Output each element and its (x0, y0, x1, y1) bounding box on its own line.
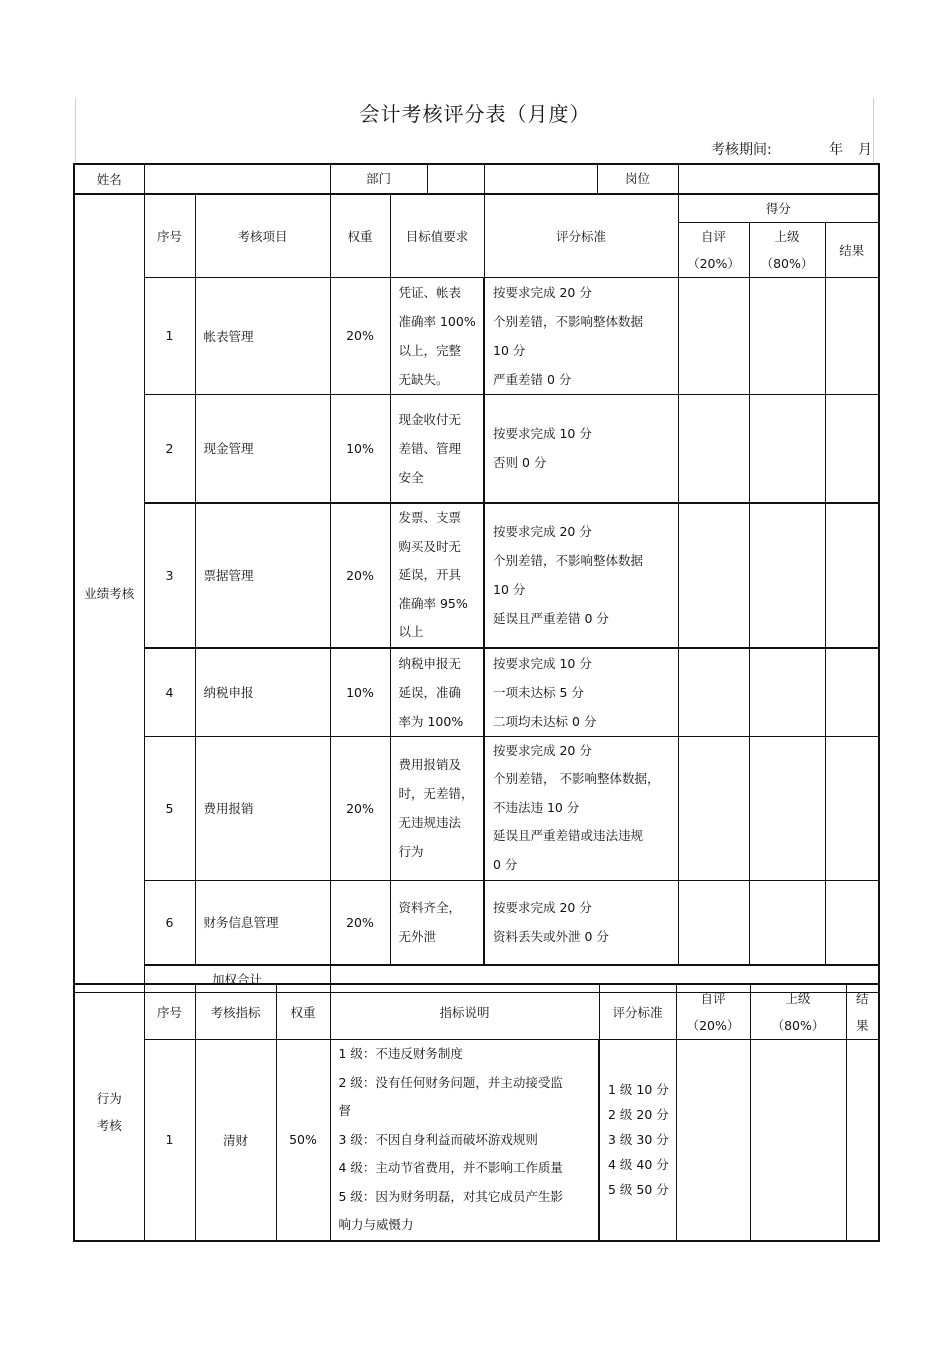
desc-line: 2 级：没有任何财务问题，并主动接受监 (338, 1074, 563, 1090)
criteria-line: 延误且严重差错 0 分 (493, 611, 609, 627)
post-label: 岗位 (624, 171, 650, 186)
target-line: 准确率 100% (398, 313, 476, 329)
perf-row (74, 394, 879, 503)
target-line: 差错、管理 (398, 440, 462, 456)
criteria-line: 0 分 (493, 856, 518, 872)
col-weight: 权重 (330, 194, 390, 277)
perf-self-score[interactable] (678, 648, 749, 737)
perf-row (74, 880, 879, 965)
behavior-sup-score[interactable] (750, 1040, 846, 1241)
criteria-line: 按要求完成 20 分 (493, 742, 592, 758)
perf-row (74, 736, 879, 880)
criteria-line: 按要求完成 10 分 (493, 655, 592, 671)
col-item: 考核项目 (195, 194, 330, 277)
col-criteria: 评分标准 (484, 194, 678, 277)
perf-section-label: 业绩考核 (74, 194, 144, 992)
perf-self-score[interactable] (678, 736, 749, 880)
behavior-seq: 1 (144, 1040, 195, 1241)
behavior-desc (330, 1040, 599, 1241)
behavior-table (73, 983, 880, 1242)
col-sup (749, 222, 825, 277)
col-indicator: 考核指标 (195, 984, 276, 1040)
criteria-line: 按要求完成 10 分 (493, 426, 592, 442)
col-self-pct: （20%） (686, 1018, 740, 1033)
behavior-section-line: 考核 (96, 1118, 122, 1134)
behavior-self-score[interactable] (676, 1040, 750, 1241)
behavior-levels (599, 1040, 676, 1241)
col-self-label: 自评 (700, 991, 726, 1006)
period-year: 年 (829, 142, 843, 158)
perf-target (390, 503, 484, 648)
perf-criteria (484, 736, 678, 880)
col-self-pct: （20%） (687, 255, 740, 271)
perf-result[interactable] (825, 394, 879, 503)
perf-target (390, 394, 484, 503)
perf-item: 费用报销 (195, 736, 330, 880)
post-value[interactable] (678, 164, 879, 194)
perf-sup-score[interactable] (749, 880, 825, 965)
perf-item: 帐表管理 (195, 277, 330, 394)
perf-target (390, 880, 484, 965)
perf-item: 纳税申报 (195, 648, 330, 737)
perf-result[interactable] (825, 648, 879, 737)
perf-target (390, 277, 484, 394)
perf-weight: 10% (330, 394, 390, 503)
col-sup-label: 上级 (774, 228, 800, 244)
col-result-char: 结 (855, 991, 869, 1006)
perf-target (390, 736, 484, 880)
desc-line: 5 级：因为财务明磊，对其它成员产生影 (338, 1188, 563, 1204)
criteria-line: 个别差错，不影响整体数据 (493, 553, 644, 569)
col-self (678, 222, 749, 277)
perf-sup-score[interactable] (749, 648, 825, 737)
behavior-indicator: 清财 (195, 1040, 276, 1241)
desc-line: 1 级：不违反财务制度 (338, 1046, 463, 1061)
behavior-section-label (74, 984, 144, 1241)
col-sup-pct: （80%） (760, 255, 814, 271)
behavior-result[interactable] (846, 1040, 879, 1241)
criteria-line: 否则 0 分 (493, 455, 547, 471)
behavior-weight: 50% (276, 1040, 330, 1241)
target-line: 延误，开具 (398, 567, 462, 582)
col-criteria: 评分标准 (599, 984, 676, 1040)
target-line: 安全 (398, 469, 424, 485)
perf-weight: 20% (330, 277, 390, 394)
perf-item: 现金管理 (195, 394, 330, 503)
target-line: 无缺失。 (398, 371, 449, 387)
total-label: 加权合计 (144, 965, 330, 992)
perf-header-row-1 (74, 194, 879, 222)
target-line: 凭证、帐表 (398, 284, 462, 300)
col-score: 得分 (678, 194, 879, 222)
criteria-line: 延误且严重差错或违法违规 (493, 828, 644, 844)
perf-weight: 20% (330, 736, 390, 880)
criteria-line: 资料丢失或外泄 0 分 (493, 929, 609, 945)
name-label: 姓名 (74, 164, 144, 194)
perf-weight: 20% (330, 880, 390, 965)
target-line: 现金收付无 (398, 411, 462, 427)
perf-sup-score[interactable] (749, 503, 825, 648)
desc-line: 响力与威慑力 (338, 1217, 414, 1232)
col-sup-label: 上级 (785, 991, 811, 1006)
perf-seq: 5 (144, 736, 195, 880)
target-line: 费用报销及 (398, 757, 462, 772)
perf-item: 财务信息管理 (195, 880, 330, 965)
target-line: 资料齐全， (398, 900, 462, 916)
perf-row (74, 503, 879, 648)
perf-seq: 1 (144, 277, 195, 394)
target-line: 纳税申报无 (398, 655, 462, 671)
col-desc: 指标说明 (330, 984, 599, 1040)
col-seq: 序号 (144, 984, 195, 1040)
criteria-line: 不违法违 10 分 (493, 799, 580, 815)
col-sup (750, 984, 846, 1040)
perf-sup-score[interactable] (749, 277, 825, 394)
target-line: 以上 (398, 624, 424, 639)
col-result: 结果 (825, 222, 879, 277)
level-line: 2 级 20 分 (608, 1107, 669, 1123)
desc-line: 督 (338, 1103, 352, 1118)
target-line: 率为 100% (398, 713, 464, 729)
col-seq: 序号 (144, 194, 195, 277)
dept-label: 部门 (331, 165, 428, 193)
level-line: 4 级 40 分 (608, 1157, 669, 1173)
target-line: 以上，完整 (398, 342, 462, 358)
perf-sup-score[interactable] (749, 394, 825, 503)
perf-item: 票据管理 (195, 503, 330, 648)
target-line: 无违规违法 (398, 815, 462, 830)
col-weight: 权重 (276, 984, 330, 1040)
perf-sup-score[interactable] (749, 736, 825, 880)
perf-result[interactable] (825, 503, 879, 648)
perf-row (74, 648, 879, 737)
desc-line: 4 级：主动节省费用，并不影响工作质量 (338, 1160, 563, 1175)
target-line: 延误，准确 (398, 684, 462, 700)
criteria-line: 个别差错， 不影响整体数据， (493, 771, 660, 787)
target-line: 准确率 95% (398, 595, 468, 611)
level-line: 5 级 50 分 (608, 1182, 669, 1198)
perf-criteria (484, 503, 678, 648)
col-self (676, 984, 750, 1040)
level-line: 1 级 10 分 (608, 1082, 669, 1098)
evaluation-table (73, 163, 880, 993)
perf-seq: 6 (144, 880, 195, 965)
perf-weight: 20% (330, 503, 390, 648)
dept-value[interactable] (428, 165, 484, 193)
perf-criteria (484, 394, 678, 503)
criteria-line: 一项未达标 5 分 (493, 684, 584, 700)
perf-result[interactable] (825, 736, 879, 880)
level-line: 3 级 30 分 (608, 1132, 669, 1148)
perf-row (74, 277, 879, 394)
perf-weight: 10% (330, 648, 390, 737)
behavior-header-row (74, 984, 879, 1040)
info-row (74, 164, 879, 194)
perf-result[interactable] (825, 277, 879, 394)
criteria-line: 严重差错 0 分 (493, 371, 572, 387)
behavior-row (74, 1040, 879, 1241)
criteria-line: 10 分 (493, 342, 526, 358)
col-sup-pct: （80%） (771, 1018, 825, 1033)
target-line: 购买及时无 (398, 538, 462, 554)
perf-self-score[interactable] (678, 277, 749, 394)
criteria-line: 按要求完成 20 分 (493, 284, 592, 300)
name-value[interactable] (144, 164, 330, 194)
dept-cell (330, 164, 484, 194)
post-cell (484, 164, 678, 194)
dept-value-tail[interactable] (485, 165, 598, 193)
behavior-section-line: 行为 (96, 1091, 122, 1107)
perf-criteria (484, 277, 678, 394)
target-line: 时，无差错， (398, 786, 474, 801)
perf-seq: 2 (144, 394, 195, 503)
perf-result[interactable] (825, 880, 879, 965)
perf-self-score[interactable] (678, 880, 749, 965)
period-month: 月 (858, 142, 872, 158)
target-line: 发票、支票 (398, 510, 462, 525)
perf-target (390, 648, 484, 737)
page-title: 会计考核评分表（月度） (359, 102, 591, 126)
col-result (846, 984, 879, 1040)
col-result-char: 果 (855, 1018, 869, 1033)
col-target: 目标值要求 (390, 194, 484, 277)
target-line: 行为 (398, 844, 424, 859)
col-self-label: 自评 (700, 228, 726, 244)
period-label: 考核期间: (711, 142, 772, 158)
perf-self-score[interactable] (678, 503, 749, 648)
perf-self-score[interactable] (678, 394, 749, 503)
criteria-line: 按要求完成 20 分 (493, 900, 592, 916)
perf-criteria (484, 648, 678, 737)
perf-seq: 4 (144, 648, 195, 737)
criteria-line: 10 分 (493, 582, 526, 598)
criteria-line: 二项均未达标 0 分 (493, 713, 597, 729)
desc-line: 3 级：不因自身利益而破坏游戏规则 (338, 1131, 538, 1147)
criteria-line: 个别差错，不影响整体数据 (493, 313, 644, 329)
criteria-line: 按要求完成 20 分 (493, 524, 592, 540)
target-line: 无外泄 (398, 929, 437, 945)
perf-criteria (484, 880, 678, 965)
perf-seq: 3 (144, 503, 195, 648)
